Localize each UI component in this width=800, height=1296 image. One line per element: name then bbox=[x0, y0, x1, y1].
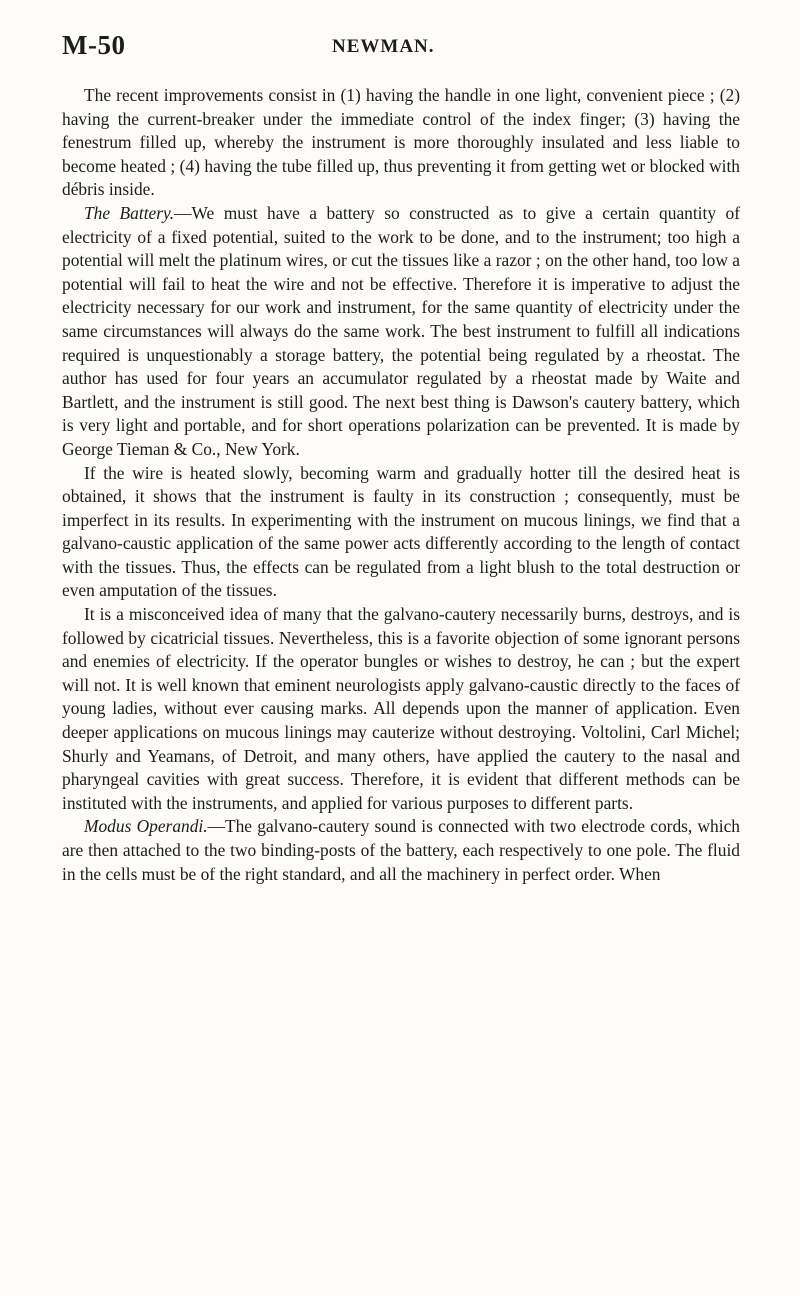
section-heading-modus-operandi: Modus Operandi. bbox=[84, 816, 208, 837]
section-heading-battery: The Battery. bbox=[84, 202, 175, 223]
paragraph-improvements bbox=[62, 84, 740, 202]
page-header bbox=[62, 30, 738, 64]
paragraph-heating bbox=[62, 462, 740, 604]
running-head: NEWMAN. bbox=[332, 36, 435, 57]
page-number: M-50 bbox=[62, 30, 126, 60]
body-text bbox=[62, 84, 740, 886]
paragraph-text: —We must have a battery so constructed as to give a certain quantity of electricity of a fixed potential, suited to the work to be done, and to the instrument; too high a potential will melt the platinum wires, or cut the tissues like a razor ; on the other hand, too low a potential will fail to heat the wire and not be effective. Therefore it is imperative to adjust the electricity necessary for our work and instrument, for the same quantity of electricity under the same circumstances will always do the same work. The best instrument to fulfill all indications required is unquestionably a storage battery, the potential being regulated by a rheostat. The author has used for four years an accumulator regulated by a rheostat made by Waite and Bartlett, and the instrument is still good. The next best thing is Dawson's cautery battery, which is very light and portable, and for short operations polarization can be prevented. It is made by George Tieman & Co., New York. bbox=[62, 202, 740, 459]
paragraph-text: It is a misconceived idea of many that the galvano-cautery necessarily burns, destroys, and is followed by cicatricial tissues. Nevertheless, this is a favorite objection of some ignorant persons and enemies of electricity. If the operator bungles or wishes to destroy, he can ; but the expert will not. It is well known that eminent neurologists apply galvano-caustic directly to the faces of young ladies, without ever causing marks. All depends upon the manner of application. Even deeper applications on mucous linings may cauterize without destroying. Voltolini, Carl Michel; Shurly and Yeamans, of Detroit, and many others, have applied the cautery to the nasal and pharyngeal cavities with great success. Therefore, it is evident that different methods can be instituted with the instruments, and applied for various purposes to different parts. bbox=[62, 604, 740, 813]
paragraph-battery bbox=[62, 202, 740, 462]
paragraph-text: —The galvano-cautery sound is connected with two electrode cords, which are then attached to the two binding-posts of the battery, each respectively to one pole. The fluid in the cells must be of the right standard, and all the machinery in perfect order. When bbox=[62, 816, 740, 884]
paragraph-modus-operandi bbox=[62, 815, 740, 886]
paragraph-text: If the wire is heated slowly, becoming warm and gradually hotter till the desired heat is obtained, it shows that the instrument is faulty in its construction ; consequently, must be imperfect in its results. In experimenting with the instrument on mucous linings, we find that a galvano-caustic application of the same power acts differently according to the length of contact with the tissues. Thus, the effects can be regulated from a light blush to the total destruction or even amputation of the tissues. bbox=[62, 462, 740, 601]
paragraph-text: The recent improvements consist in (1) having the handle in one light, convenient piece ; (2) having the current-breaker under the immediate control of the index finger; (3) having the fenestrum filled up, whereby the instrument is more thoroughly insulated and less liable to become heated ; (4) having the tube filled up, thus preventing it from getting wet or blocked with débris inside. bbox=[62, 85, 740, 200]
paragraph-misconception bbox=[62, 603, 740, 815]
